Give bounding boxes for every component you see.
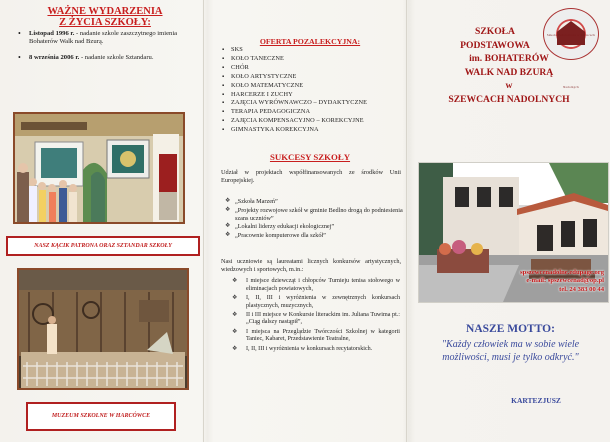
events-title-line-1: WAŻNE WYDARZENIA bbox=[47, 6, 163, 17]
offer-item: ▪ KOŁO ARTYSTYCZNE bbox=[222, 73, 367, 82]
events-title-line-2: Z ŻYCIA SZKOŁY: bbox=[59, 17, 151, 28]
offer-item: ▪ ZAJĘCIA KOMPENSACYJNO – KOREKCYJNE bbox=[222, 117, 367, 126]
offer-item: ▪ TERAPIA PEDAGOGICZNA bbox=[222, 108, 367, 117]
patron-corner-caption: NASZ KĄCIK PATRONA ORAZ SZTANDAR SZKOŁY bbox=[6, 236, 200, 256]
email-link[interactable]: e-mail: spszewcenad@op.pl bbox=[526, 277, 604, 285]
event-text: - nadanie szkole Sztandaru. bbox=[79, 54, 154, 61]
award-item: ❖ I miejsca na Przeglądzie Twórczości Szkolnej w kategorii Taniec, Kabaret, Przedstawienie Teatralne, bbox=[230, 329, 400, 344]
school-name-line: SZKOŁA bbox=[475, 26, 515, 37]
project-item: ❖ „Pracownie komputerowe dla szkół” bbox=[225, 232, 403, 240]
event-item bbox=[15, 30, 195, 46]
phone-number: tel. 24 383 00 44 bbox=[559, 285, 604, 293]
school-name-line: im. BOHATERÓW bbox=[469, 53, 549, 64]
offer-item: ▪ KOŁO MATEMATYCZNE bbox=[222, 82, 367, 91]
award-item: ❖ I miejsce dziewcząt i chłopców Turnieju tenisa stołowego w eliminacjach powiatowych, bbox=[230, 278, 400, 293]
award-item: ❖ II i III miejsce w Konkursie literackim im. Juliana Tuwima pt.: „Ciąg dalszy nastąpił”, bbox=[230, 312, 400, 327]
website-link[interactable]: spszewcenadolne.edupage.org bbox=[520, 269, 604, 277]
event-date: 8 września 2006 r. bbox=[29, 54, 80, 61]
laureates-text: Nasi uczniowie są laureatami licznych konkursów artystycznych, wiedzowych i sportowych, m.in.: bbox=[221, 258, 401, 273]
project-item: ❖ „Szkoła Marzeń” bbox=[225, 198, 403, 206]
school-contact bbox=[520, 269, 604, 294]
school-museum-photo bbox=[17, 268, 189, 390]
success-title: SUKCESY SZKOŁY bbox=[269, 152, 351, 162]
patron-corner-illustration bbox=[15, 114, 183, 222]
offer-item: ▪ HARCERZE I ZUCHY bbox=[222, 91, 367, 100]
school-name bbox=[414, 25, 604, 106]
offer-item: ▪ CHÓR bbox=[222, 64, 367, 73]
offer-title: OFERTA POZALEKCYJNA: bbox=[259, 37, 361, 46]
event-item bbox=[15, 54, 195, 62]
school-building-photo bbox=[418, 162, 609, 303]
motto-author: KARTEZJUSZ bbox=[511, 396, 561, 405]
school-name-line: WALK NAD BZURĄ bbox=[464, 66, 554, 78]
events-title bbox=[40, 6, 170, 28]
school-name-line: SZEWCACH NADOLNYCH bbox=[448, 93, 570, 105]
project-item: ❖ „Lokalni liderzy edukacji ekologicznej” bbox=[225, 223, 403, 231]
projects-list bbox=[225, 198, 403, 241]
offer-item: ▪ ZAJĘCIA WYRÓWNAWCZO – DYDAKTYCZNE bbox=[222, 99, 367, 108]
school-museum-caption: MUZEUM SZKOLNE W HARCÓWCE bbox=[26, 402, 176, 431]
event-date: Listopad 1996 r. bbox=[29, 30, 75, 37]
patron-corner-photo bbox=[13, 112, 185, 224]
school-name-line: w bbox=[505, 80, 513, 91]
offer-list bbox=[222, 46, 367, 135]
left-panel bbox=[0, 0, 204, 442]
success-intro: Udział w projektach współfinansowanych ze środków Unii Europejskiej. bbox=[221, 169, 401, 185]
logo-ring-text: Szkoła Podstawowa w Szewcach Nadolnych bbox=[546, 33, 596, 89]
project-item: ❖ „Projekty rozwojowe szkół w gminie Bedlno drogą do podniesienia szans uczniów” bbox=[225, 207, 403, 223]
award-item: ❖ I, II, III i wyróżnienia w konkursach recytatorskich. bbox=[230, 346, 400, 354]
motto-quote: "Każdy człowiek ma w sobie wiele możliwości, musi je tylko odkryć." bbox=[441, 339, 580, 363]
right-panel bbox=[408, 0, 610, 442]
offer-item: ▪ KOŁO TANECZNE bbox=[222, 55, 367, 64]
school-name-line: PODSTAWOWA bbox=[460, 39, 530, 51]
middle-panel bbox=[205, 0, 407, 442]
offer-item: ▪ SKS bbox=[222, 46, 367, 55]
motto-title: NASZE MOTTO: bbox=[466, 323, 555, 335]
award-item: ❖ I, II, III i wyróżnienia w zewnętrznych konkursach plastycznych, muzycznych, bbox=[230, 295, 400, 310]
event-text: - nadanie szkole zaszczytnego imienia Bohaterów Walk nad Bzurą. bbox=[29, 30, 178, 45]
offer-item: ▪ GIMNASTYKA KOREKCYJNA bbox=[222, 126, 367, 135]
school-museum-illustration bbox=[19, 270, 187, 388]
events-list bbox=[15, 30, 195, 70]
awards-list bbox=[230, 278, 400, 355]
